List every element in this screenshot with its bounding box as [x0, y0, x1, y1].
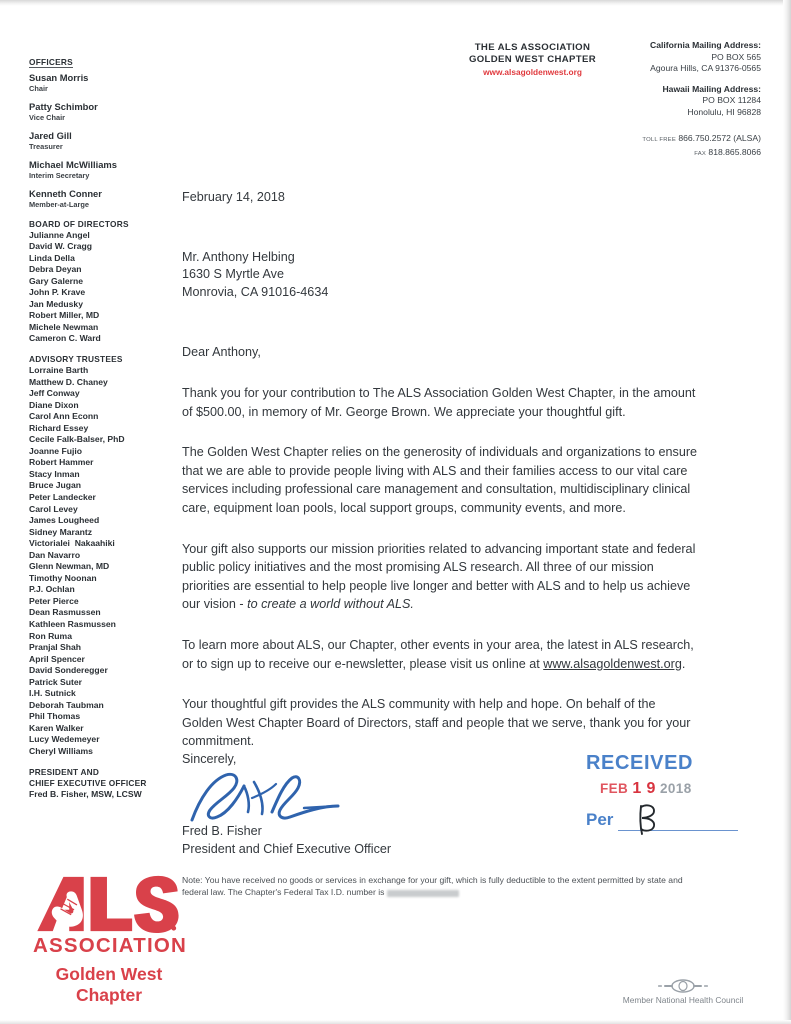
paragraph-learn-more-lead: To learn more about ALS, our Chapter, other events in your area, the latest in ALS research, or to sign up to receive our e-newsletter, please visit us online at	[182, 637, 694, 671]
fax-number: 818.865.8066	[708, 147, 761, 157]
hawaii-address-title: Hawaii Mailing Address:	[662, 83, 761, 94]
trustee-member: Pranjal Shah	[29, 642, 82, 653]
letter-body	[182, 188, 698, 751]
signer-name: Fred B. Fisher	[182, 824, 262, 838]
board-member: Cameron C. Ward	[29, 333, 101, 344]
trustee-member: Glenn Newman, MD	[29, 561, 110, 572]
per-initial-mark	[634, 802, 664, 836]
recipient-name: Mr. Anthony Helbing	[182, 249, 295, 264]
scan-edge-right	[783, 0, 791, 1024]
board-member: Michele Newman	[29, 321, 99, 332]
scan-edge-top	[0, 0, 791, 6]
board-member: Gary Galerne	[29, 275, 83, 286]
logo-association-text: ASSOCIATION	[33, 934, 188, 957]
received-stamp-per-row	[586, 810, 756, 836]
trustees-group	[29, 354, 179, 758]
board-member: Linda Della	[29, 252, 75, 263]
trustee-member: Cecile Falk-Balser, PhD	[29, 434, 125, 445]
officer-role: Member-at-Large	[29, 199, 89, 209]
board-list	[29, 230, 179, 345]
executive-group	[29, 767, 179, 801]
trustee-member: Richard Essey	[29, 422, 89, 433]
paragraph-chapter-services: The Golden West Chapter relies on the generosity of individuals and organizations to ensure that we are able to provide people living with ALS and their families access to our vital care services including professional care management and consultation, multidisciplinary clinical care, equipment loan pools, local support groups, community events, and more.	[182, 445, 698, 515]
board-member: Robert Miller, MD	[29, 310, 100, 321]
officer-entry	[29, 101, 179, 123]
letter-date: February 14, 2018	[182, 190, 285, 204]
closing-salutation: Sincerely,	[182, 752, 237, 766]
hawaii-address-line2: Honolulu, HI 96828	[687, 106, 761, 117]
trustee-member: Carol Ann Econn	[29, 411, 99, 422]
signer-block	[182, 823, 391, 858]
trustee-member: Victorialei Nakaahiki	[29, 538, 115, 549]
board-member: John P. Krave	[29, 287, 86, 298]
received-stamp-date	[600, 780, 756, 798]
trustee-member: Stacy Inman	[29, 468, 80, 479]
trustee-member: James Lougheed	[29, 515, 100, 526]
org-website[interactable]: www.alsagoldenwest.org	[483, 67, 582, 77]
board-group	[29, 219, 179, 345]
per-label: Per	[586, 810, 614, 829]
org-name-line1: THE ALS ASSOCIATION	[474, 42, 591, 53]
officer-entry	[29, 72, 179, 94]
scan-edge-bottom	[0, 1020, 791, 1024]
officer-name: Kenneth Conner	[29, 188, 102, 199]
officers-heading: OFFICERS	[29, 57, 73, 67]
masthead-column	[29, 52, 179, 809]
trustees-heading: ADVISORY TRUSTEES	[29, 353, 123, 364]
footer-member-text: Member National Health Council	[622, 995, 744, 1005]
trustee-member: April Spencer	[29, 653, 85, 664]
letterhead-address-block	[531, 40, 761, 160]
california-address-title: California Mailing Address:	[650, 40, 761, 50]
officer-role: Interim Secretary	[29, 170, 90, 180]
tax-deduction-note	[182, 874, 690, 899]
trustee-member: Dean Rasmussen	[29, 607, 101, 618]
trustee-member: Peter Pierce	[29, 595, 79, 606]
trustee-member: Cheryl Williams	[29, 746, 93, 757]
officer-role: Vice Chair	[29, 112, 66, 122]
org-name-line2: GOLDEN WEST CHAPTER	[468, 54, 597, 65]
logo-chapter-text	[33, 964, 185, 1006]
trustee-member: Bruce Jugan	[29, 480, 82, 491]
officers-group	[29, 52, 179, 210]
received-stamp	[586, 752, 756, 836]
received-stamp-label: RECEIVED	[586, 752, 694, 774]
officer-entry	[29, 188, 179, 210]
board-member: Julianne Angel	[29, 229, 90, 240]
trustee-member: Jeff Conway	[29, 388, 80, 399]
paragraph-thank-you: Thank you for your contribution to The ALS Association Golden West Chapter, in the amount of $500.00, in memory of Mr. George Brown. We appreciate your thoughtful gift.	[182, 385, 696, 419]
stamp-year: 2018	[659, 781, 692, 796]
signer-title: President and Chief Executive Officer	[182, 841, 392, 856]
board-member: David W. Cragg	[29, 241, 93, 252]
trustee-member: Robert Hammer	[29, 457, 94, 468]
trustee-member: Matthew D. Chaney	[29, 376, 108, 387]
paragraph-mission-lead: Your gift also supports our mission priorities related to advancing important state and federal public policy initiatives and the most promising ALS research. All three of our mission priorities are essential to help people live longer and better with ALS and to help us achieve our vision -	[182, 541, 696, 612]
recipient-address	[182, 249, 698, 302]
stamp-month: FEB	[600, 781, 629, 796]
trustee-member: I.H. Sutnick	[29, 688, 76, 699]
recipient-street: 1630 S Myrtle Ave	[182, 267, 284, 282]
officer-role: Chair	[29, 83, 48, 93]
board-member: Jan Medusky	[29, 298, 83, 309]
paragraph-learn-more-tail: .	[681, 656, 686, 671]
trustee-member: Karen Walker	[29, 722, 84, 733]
trustee-member: Lucy Wedemeyer	[29, 734, 100, 745]
nhc-emblem-icon	[648, 979, 718, 993]
officer-role: Treasurer	[29, 141, 63, 151]
als-wordmark-icon	[33, 874, 179, 934]
trustee-member: Carol Levey	[29, 503, 78, 514]
address-spacer	[531, 75, 761, 84]
trustee-member: Patrick Suter	[29, 676, 83, 687]
handwritten-signature	[186, 768, 366, 830]
executive-name: Fred B. Fisher, MSW, LCSW	[29, 788, 142, 799]
paragraph-learn-more	[182, 636, 698, 673]
toll-free-number: 866.750.2572 (ALSA)	[678, 133, 761, 143]
fax-row	[531, 146, 761, 160]
trustee-member: Lorraine Barth	[29, 364, 89, 375]
trustee-member: Diane Dixon	[29, 399, 79, 410]
california-address-line2: Agoura Hills, CA 91376-0565	[650, 63, 761, 73]
contact-numbers	[531, 132, 761, 160]
trustee-member: Sidney Marantz	[29, 526, 93, 537]
logo-chapter-line2: Chapter	[75, 985, 143, 1005]
recipient-city-state-zip: Monrovia, CA 91016-4634	[182, 284, 329, 299]
officer-entry	[29, 130, 179, 152]
hawaii-address-line1: PO BOX 11284	[702, 95, 761, 105]
paragraph-mission-priorities	[182, 540, 698, 614]
website-link[interactable]: www.alsagoldenwest.org	[543, 656, 682, 671]
redacted-tax-id	[387, 890, 459, 897]
toll-free-label: TOLL FREE	[642, 137, 676, 143]
paragraph-closing-thanks: Your thoughtful gift provides the ALS community with help and hope. On behalf of the Golden West Chapter Board of Directors, staff and people that we serve, thank you for your commitment.	[182, 697, 691, 749]
board-member: Debra Deyan	[29, 264, 82, 275]
trustees-list	[29, 365, 179, 758]
trustee-member: Peter Landecker	[29, 491, 96, 502]
trustee-member: Deborah Taubman	[29, 699, 104, 710]
officer-name: Jared Gill	[29, 130, 72, 141]
note-text: Note: You have received no goods or services in exchange for your gift, which is fully deductible to the extent permitted by state and federal law. The Chapter's Federal Tax I.D. number is	[182, 875, 683, 898]
officer-name: Susan Morris	[29, 72, 89, 83]
salutation: Dear Anthony,	[182, 345, 261, 360]
executive-heading-line1: PRESIDENT AND	[29, 766, 100, 777]
officer-entry	[29, 159, 179, 181]
trustee-member: Joanne Fujio	[29, 445, 82, 456]
trustee-member: P.J. Ochlan	[29, 584, 75, 595]
board-heading: BOARD OF DIRECTORS	[29, 218, 129, 229]
national-health-council-footer	[603, 979, 763, 1006]
officer-name: Michael McWilliams	[29, 159, 117, 170]
als-association-logo	[33, 874, 213, 1006]
executive-heading-line2: CHIEF EXECUTIVE OFFICER	[29, 777, 147, 788]
trustee-member: David Sonderegger	[29, 665, 108, 676]
logo-chapter-line1: Golden West	[55, 964, 163, 984]
trustee-member: Phil Thomas	[29, 711, 81, 722]
vision-statement: to create a world without ALS.	[247, 597, 414, 612]
trustee-member: Timothy Noonan	[29, 572, 97, 583]
trustee-member: Ron Ruma	[29, 630, 72, 641]
officer-name: Patty Schimbor	[29, 101, 98, 112]
stamp-day: 1 9	[632, 780, 656, 797]
toll-free-row	[531, 132, 761, 146]
trustee-member: Kathleen Rasmussen	[29, 619, 116, 629]
trustee-member: Dan Navarro	[29, 549, 81, 560]
fax-label: FAX	[694, 151, 707, 157]
california-address-line1: PO BOX 565	[711, 51, 761, 62]
